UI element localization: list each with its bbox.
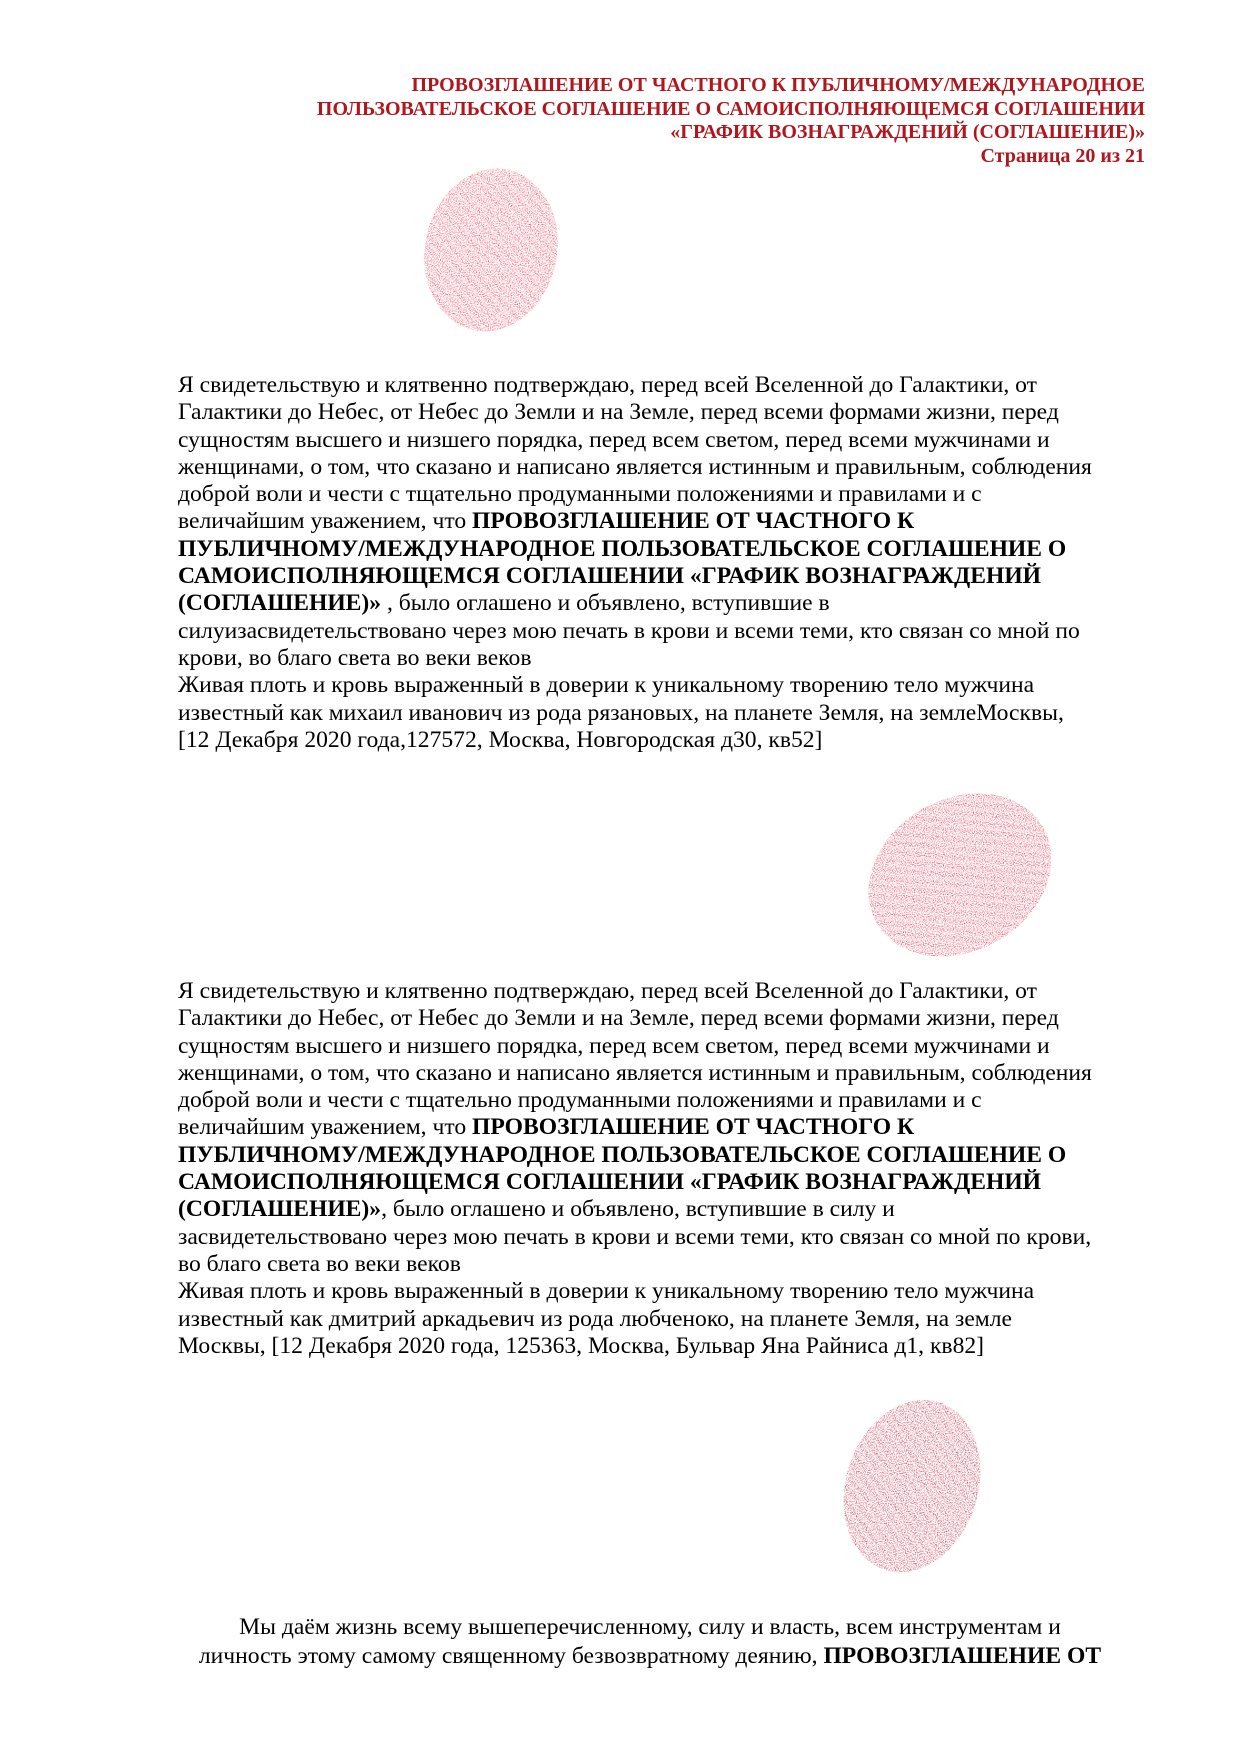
- statement-line: [12 Декабря 2020 года,127572, Москва, Новгородская д30, кв52]: [178, 726, 823, 753]
- header-title-line: ПРОВОЗГЛАШЕНИЕ ОТ ЧАСТНОГО К ПУБЛИЧНОМУ/МЕЖДУНАРОДНОЕ: [411, 74, 1145, 96]
- page-number: Страница 20 из 21: [980, 144, 1145, 167]
- statement-line: засвидетельствовано через мою печать в крови и всеми теми, кто связан со мной по крови,: [178, 1223, 1092, 1250]
- statement-line: Я свидетельствую и клятвенно подтверждаю, перед всей Вселенной до Галактики, от: [178, 372, 1037, 398]
- agreement-title: ПУБЛИЧНОМУ/МЕЖДУНАРОДНОЕ ПОЛЬЗОВАТЕЛЬСКОЕ СОГЛАШЕНИЕ О: [178, 535, 1067, 562]
- statement-line: Москвы, [12 Декабря 2020 года, 125363, Москва, Бульвар Яна Райниса д1, кв82]: [178, 1332, 985, 1359]
- agreement-title: ПРОВОЗГЛАШЕНИЕ ОТ: [823, 1643, 1102, 1669]
- statement-line: известный как дмитрий аркадьевич из рода любченоко, на планете Земля, на земле: [178, 1305, 1012, 1332]
- closing-line: Мы даём жизнь всему вышеперечисленному, силу и власть, всем инструментам и: [239, 1614, 1061, 1640]
- header-title-line: ПОЛЬЗОВАТЕЛЬСКОЕ СОГЛАШЕНИЕ О САМОИСПОЛНЯЮЩЕМСЯ СОГЛАШЕНИИ: [316, 97, 1145, 120]
- agreement-title: ПРОВОЗГЛАШЕНИЕ ОТ ЧАСТНОГО К: [472, 1114, 915, 1141]
- statement-text: , было оглашено и объявлено, вступившие в: [381, 590, 830, 617]
- statement-line: Галактики до Небес, от Небес до Земли и на Земле, перед всеми формами жизни, перед: [178, 1005, 1059, 1032]
- statement-text: , было оглашено и объявлено, вступившие в силу и: [381, 1196, 895, 1223]
- statement-line: [178, 1196, 1153, 1223]
- agreement-title: (СОГЛАШЕНИЕ)»: [178, 590, 382, 617]
- statement-line: женщинами, о том, что сказано и написано является истинным и правильным, соблюдения: [178, 453, 1092, 480]
- statement-line: силуизасвидетельствовано через мою печать в крови и всеми теми, кто связан со мной по: [178, 617, 1080, 644]
- statement-line: [178, 563, 1153, 590]
- fingerprint-icon: [832, 1388, 992, 1583]
- statement-line: [178, 508, 1153, 535]
- document-header: [145, 74, 1145, 168]
- statement-line: сущностям высшего и низшего порядка, перед всем светом, перед всеми мужчинами и: [178, 426, 1050, 453]
- header-title-line: «ГРАФИК ВОЗНАГРАЖДЕНИЙ (СОГЛАШЕНИЕ)»: [670, 121, 1145, 143]
- statement-line: [178, 536, 1153, 563]
- statement-line: Живая плоть и кровь выраженный в доверии к уникальному творению тело мужчина: [178, 672, 1035, 699]
- statement-paragraph: [178, 978, 1153, 1360]
- statement-paragraph: [178, 372, 1153, 754]
- closing-line: [150, 1642, 1150, 1671]
- statement-line: во благо света во веки веков: [178, 1250, 461, 1277]
- statement-line: сущностям высшего и низшего порядка, перед всем светом, перед всеми мужчинами и: [178, 1032, 1050, 1059]
- statement-text: величайшим уважением, что: [178, 1114, 473, 1141]
- statement-line: [178, 590, 1153, 617]
- statement-line: доброй воли и чести с тщательно продуманными положениями и правилами и с: [178, 481, 982, 508]
- agreement-title: САМОИСПОЛНЯЮЩЕМСЯ СОГЛАШЕНИИ «ГРАФИК ВОЗНАГРАЖДЕНИЙ: [178, 563, 1042, 590]
- statement-text: величайшим уважением, что: [178, 508, 473, 535]
- statement-line: Галактики до Небес, от Небес до Земли и на Земле, перед всеми формами жизни, перед: [178, 399, 1059, 426]
- fingerprint-icon: [850, 780, 1070, 970]
- agreement-title: ПУБЛИЧНОМУ/МЕЖДУНАРОДНОЕ ПОЛЬЗОВАТЕЛЬСКОЕ СОГЛАШЕНИЕ О: [178, 1141, 1067, 1168]
- statement-line: [178, 1114, 1153, 1141]
- statement-line: доброй воли и чести с тщательно продуманными положениями и правилами и с: [178, 1087, 982, 1114]
- statement-line: [178, 1142, 1153, 1169]
- agreement-title: САМОИСПОЛНЯЮЩЕМСЯ СОГЛАШЕНИИ «ГРАФИК ВОЗНАГРАЖДЕНИЙ: [178, 1169, 1042, 1196]
- statement-line: Живая плоть и кровь выраженный в доверии к уникальному творению тело мужчина: [178, 1278, 1035, 1305]
- agreement-title: ПРОВОЗГЛАШЕНИЕ ОТ ЧАСТНОГО К: [472, 508, 915, 535]
- statement-line: крови, во благо света во веки веков: [178, 644, 532, 671]
- closing-paragraph: [150, 1613, 1150, 1671]
- statement-line: женщинами, о том, что сказано и написано является истинным и правильным, соблюдения: [178, 1059, 1092, 1086]
- statement-line: [178, 1169, 1153, 1196]
- closing-text: личность этому самому священному безвозвратному деянию,: [198, 1643, 824, 1669]
- fingerprint-icon: [405, 160, 585, 340]
- statement-line: Я свидетельствую и клятвенно подтверждаю, перед всей Вселенной до Галактики, от: [178, 978, 1037, 1004]
- statement-line: известный как михаил иванович из рода рязановых, на планете Земля, на землеМосквы,: [178, 699, 1064, 726]
- agreement-title: (СОГЛАШЕНИЕ)»: [178, 1196, 382, 1223]
